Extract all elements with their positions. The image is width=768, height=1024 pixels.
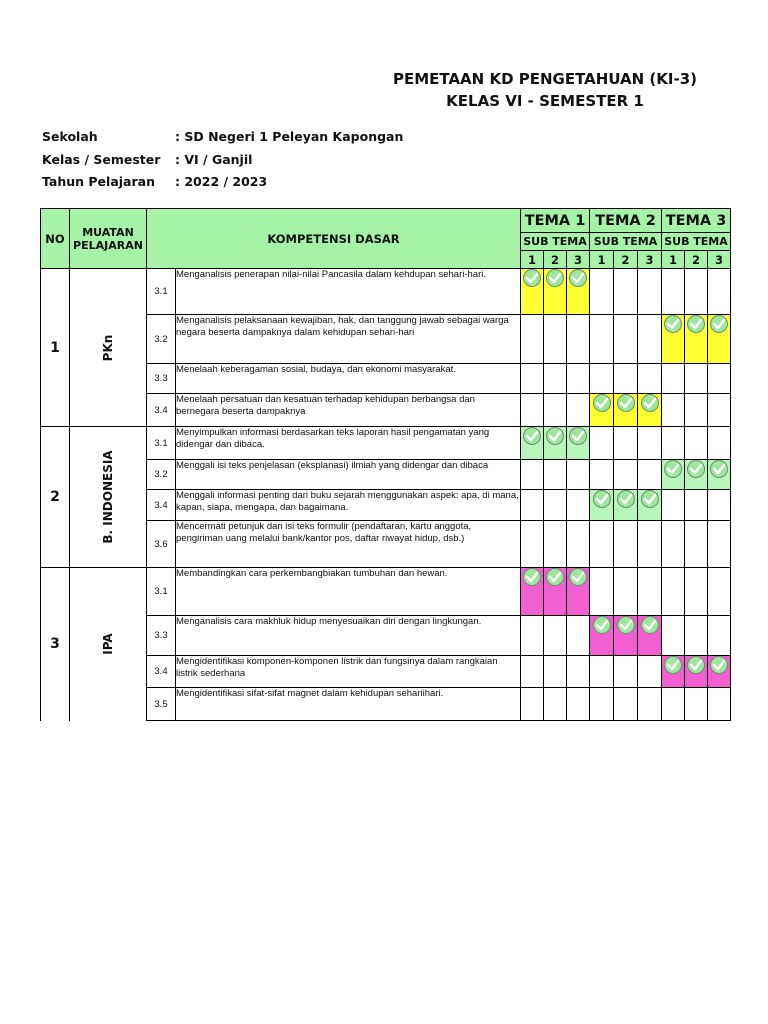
subject-name: PKn [101,334,115,361]
cell-tema-1-subtema-3 [567,315,590,364]
cell-tema-1-subtema-1 [521,521,544,568]
mapping-table [40,208,731,721]
checkmark-icon [639,616,661,636]
cell-tema-2-subtema-3 [638,269,662,315]
cell-tema-2-subtema-3 [638,427,662,460]
checkmark-icon [521,427,543,447]
cell-tema-1-subtema-3 [567,656,590,688]
cell-tema-3-subtema-2 [685,616,708,656]
kd-number: 3.4 [147,490,176,521]
checkmark-icon [567,427,589,447]
cell-tema-1-subtema-3 [567,364,590,394]
subject-name: IPA [101,633,115,655]
cell-tema-1-subtema-2 [544,521,567,568]
header-tema-1: TEMA 1 [521,209,590,233]
subtema-number: 3 [567,251,590,269]
cell-tema-3-subtema-2 [685,568,708,616]
school-info [42,129,403,197]
kd-description: Menelaah keberagaman sosial, budaya, dan ekonomi masyarakat. [176,364,521,394]
header-muatan: MUATAN PELAJARAN [70,209,147,269]
kd-number: 3.6 [147,521,176,568]
cell-tema-2-subtema-2 [614,427,638,460]
checkmark-icon [662,315,684,335]
cell-tema-1-subtema-3 [567,269,590,315]
cell-tema-3-subtema-3 [708,568,731,616]
cell-tema-2-subtema-2 [614,364,638,394]
cell-tema-3-subtema-1 [662,490,685,521]
subject-cell [70,427,147,568]
info-label: Sekolah [42,129,98,144]
checkmark-icon [639,394,661,414]
cell-tema-2-subtema-2 [614,394,638,427]
cell-tema-1-subtema-3 [567,521,590,568]
cell-tema-1-subtema-3 [567,688,590,721]
cell-tema-1-subtema-2 [544,364,567,394]
subtema-number: 1 [662,251,685,269]
checkmark-icon [544,427,566,447]
cell-tema-1-subtema-3 [567,490,590,521]
subject-name: B. INDONESIA [101,450,115,544]
cell-tema-2-subtema-2 [614,616,638,656]
cell-tema-1-subtema-2 [544,490,567,521]
checkmark-icon [708,656,730,676]
kd-description: Menelaah persatuan dan kesatuan terhadap kehidupan berbangsa dan bernegara beserta dampaknya [176,394,521,427]
cell-tema-3-subtema-1 [662,315,685,364]
cell-tema-3-subtema-1 [662,656,685,688]
subtema-number: 3 [708,251,731,269]
checkmark-icon [567,269,589,289]
cell-tema-1-subtema-2 [544,568,567,616]
checkmark-icon [615,616,637,636]
cell-tema-1-subtema-1 [521,364,544,394]
cell-tema-3-subtema-2 [685,315,708,364]
cell-tema-2-subtema-1 [590,394,614,427]
cell-tema-1-subtema-3 [567,427,590,460]
row-number: 3 [41,568,70,721]
cell-tema-3-subtema-3 [708,269,731,315]
cell-tema-1-subtema-1 [521,394,544,427]
cell-tema-3-subtema-3 [708,364,731,394]
cell-tema-3-subtema-2 [685,427,708,460]
cell-tema-3-subtema-3 [708,315,731,364]
kd-number: 3.5 [147,688,176,721]
cell-tema-3-subtema-3 [708,427,731,460]
page-subtitle: KELAS VI - SEMESTER 1 [446,92,644,110]
cell-tema-2-subtema-3 [638,616,662,656]
cell-tema-1-subtema-3 [567,616,590,656]
cell-tema-2-subtema-1 [590,269,614,315]
cell-tema-2-subtema-1 [590,656,614,688]
cell-tema-2-subtema-3 [638,364,662,394]
cell-tema-3-subtema-1 [662,460,685,490]
cell-tema-2-subtema-3 [638,688,662,721]
info-value: : SD Negeri 1 Peleyan Kapongan [175,129,404,144]
info-row-class [42,152,403,175]
cell-tema-3-subtema-3 [708,521,731,568]
checkmark-icon [567,568,589,588]
cell-tema-3-subtema-1 [662,427,685,460]
cell-tema-1-subtema-1 [521,315,544,364]
checkmark-icon [685,656,707,676]
cell-tema-2-subtema-2 [614,315,638,364]
kd-number: 3.2 [147,315,176,364]
cell-tema-2-subtema-1 [590,568,614,616]
cell-tema-1-subtema-1 [521,269,544,315]
cell-tema-3-subtema-1 [662,688,685,721]
cell-tema-3-subtema-3 [708,616,731,656]
cell-tema-2-subtema-2 [614,521,638,568]
cell-tema-3-subtema-2 [685,490,708,521]
header-tema-2: TEMA 2 [590,209,662,233]
info-label: Kelas / Semester [42,151,161,167]
header-subtema: SUB TEMA [662,233,731,251]
header-subtema: SUB TEMA [590,233,662,251]
checkmark-icon [544,269,566,289]
cell-tema-2-subtema-3 [638,521,662,568]
info-value: : VI / Ganjil [175,151,253,167]
kd-description: Menganalisis cara makhluk hidup menyesuaikan diri dengan lingkungan. [176,616,521,656]
page-title: PEMETAAN KD PENGETAHUAN (KI-3) [392,70,698,88]
cell-tema-3-subtema-3 [708,656,731,688]
kd-description: Mencermati petunjuk dan isi teks formulir (pendaftaran, kartu anggota, pengiriman uang melalui bank/kantor pos, daftar riwayat hidup, dsb.) [176,521,521,568]
cell-tema-3-subtema-3 [708,688,731,721]
cell-tema-3-subtema-1 [662,616,685,656]
subtema-number: 2 [614,251,638,269]
cell-tema-1-subtema-3 [567,568,590,616]
checkmark-icon [591,616,613,636]
cell-tema-3-subtema-2 [685,269,708,315]
checkmark-icon [591,394,613,414]
row-number: 1 [41,269,70,427]
cell-tema-1-subtema-2 [544,656,567,688]
row-number: 2 [41,427,70,568]
cell-tema-2-subtema-3 [638,460,662,490]
kd-number: 3.2 [147,460,176,490]
cell-tema-3-subtema-2 [685,460,708,490]
cell-tema-2-subtema-2 [614,656,638,688]
kd-number: 3.1 [147,269,176,315]
header-no: NO [41,209,70,269]
info-row-school [42,129,403,152]
checkmark-icon [708,315,730,335]
kd-description: Membandingkan cara perkembangbiakan tumbuhan dan hewan. [176,568,521,616]
cell-tema-2-subtema-2 [614,460,638,490]
cell-tema-1-subtema-1 [521,656,544,688]
kd-description: Mengidentifikasi komponen-komponen listrik dan fungsinya dalam rangkaian listrik sederhana [176,656,521,688]
cell-tema-3-subtema-3 [708,394,731,427]
subject-cell [70,269,147,427]
cell-tema-2-subtema-1 [590,688,614,721]
checkmark-icon [544,568,566,588]
cell-tema-1-subtema-1 [521,460,544,490]
checkmark-icon [662,460,684,480]
checkmark-icon [685,315,707,335]
table-row [41,269,731,315]
kd-number: 3.3 [147,364,176,394]
checkmark-icon [708,460,730,480]
cell-tema-3-subtema-3 [708,490,731,521]
cell-tema-3-subtema-1 [662,568,685,616]
cell-tema-2-subtema-3 [638,568,662,616]
cell-tema-1-subtema-2 [544,460,567,490]
header-tema-3: TEMA 3 [662,209,731,233]
cell-tema-1-subtema-2 [544,394,567,427]
subtema-number: 2 [685,251,708,269]
cell-tema-2-subtema-2 [614,269,638,315]
checkmark-icon [685,460,707,480]
cell-tema-2-subtema-1 [590,364,614,394]
checkmark-icon [639,490,661,510]
cell-tema-1-subtema-1 [521,568,544,616]
kd-description: Menganalisis pelaksanaan kewajiban, hak, dan tanggung jawab sebagai warga negara beserta dampaknya dalam kehidupan sehari-hari [176,315,521,364]
checkmark-icon [521,269,543,289]
cell-tema-2-subtema-3 [638,490,662,521]
cell-tema-3-subtema-2 [685,656,708,688]
cell-tema-1-subtema-3 [567,394,590,427]
kd-number: 3.1 [147,568,176,616]
checkmark-icon [591,490,613,510]
cell-tema-1-subtema-2 [544,616,567,656]
subtema-number: 2 [544,251,567,269]
cell-tema-2-subtema-2 [614,688,638,721]
cell-tema-2-subtema-1 [590,427,614,460]
subject-cell [70,568,147,721]
kd-description: Menggali informasi penting dari buku sejarah menggunakan aspek: apa, di mana, kapan, siapa, mengapa, dan bagaimana. [176,490,521,521]
kd-description: Mengidentifikasi sifat-sifat magnet dalam kehidupan sehariihari. [176,688,521,721]
checkmark-icon [521,568,543,588]
kd-description: Menggali isi teks penjelasan (eksplanasi) ilmiah yang didengar dan dibaca [176,460,521,490]
cell-tema-1-subtema-1 [521,616,544,656]
kd-number: 3.4 [147,656,176,688]
cell-tema-1-subtema-2 [544,427,567,460]
cell-tema-3-subtema-1 [662,394,685,427]
cell-tema-1-subtema-1 [521,427,544,460]
checkmark-icon [615,490,637,510]
info-row-year [42,174,403,197]
cell-tema-1-subtema-1 [521,490,544,521]
subtema-number: 3 [638,251,662,269]
kd-number: 3.4 [147,394,176,427]
kd-number: 3.3 [147,616,176,656]
cell-tema-2-subtema-3 [638,315,662,364]
cell-tema-1-subtema-1 [521,688,544,721]
cell-tema-1-subtema-2 [544,315,567,364]
info-label: Tahun Pelajaran [42,174,155,189]
cell-tema-2-subtema-1 [590,490,614,521]
kd-description: Menganalisis penerapan nilai-nilai Pancasila dalam kehdupan sehari-hari. [176,269,521,315]
cell-tema-2-subtema-3 [638,394,662,427]
checkmark-icon [615,394,637,414]
cell-tema-2-subtema-1 [590,616,614,656]
cell-tema-3-subtema-1 [662,521,685,568]
cell-tema-2-subtema-1 [590,521,614,568]
checkmark-icon [662,656,684,676]
cell-tema-2-subtema-3 [638,656,662,688]
cell-tema-3-subtema-2 [685,394,708,427]
cell-tema-3-subtema-2 [685,521,708,568]
info-value: : 2022 / 2023 [175,174,268,189]
table-row [41,427,731,460]
cell-tema-3-subtema-2 [685,364,708,394]
cell-tema-2-subtema-2 [614,490,638,521]
cell-tema-1-subtema-3 [567,460,590,490]
kd-number: 3.1 [147,427,176,460]
cell-tema-1-subtema-2 [544,688,567,721]
cell-tema-2-subtema-1 [590,460,614,490]
cell-tema-3-subtema-1 [662,364,685,394]
cell-tema-2-subtema-2 [614,568,638,616]
cell-tema-3-subtema-3 [708,460,731,490]
cell-tema-1-subtema-2 [544,269,567,315]
header-subtema: SUB TEMA [521,233,590,251]
kd-description: Menyimpulkan informasi berdasarkan teks laporan hasil pengamatan yang didengar dan dibaca. [176,427,521,460]
cell-tema-3-subtema-1 [662,269,685,315]
cell-tema-3-subtema-2 [685,688,708,721]
subtema-number: 1 [590,251,614,269]
cell-tema-2-subtema-1 [590,315,614,364]
table-row [41,568,731,616]
subtema-number: 1 [521,251,544,269]
header-kompetensi: KOMPETENSI DASAR [147,209,521,269]
